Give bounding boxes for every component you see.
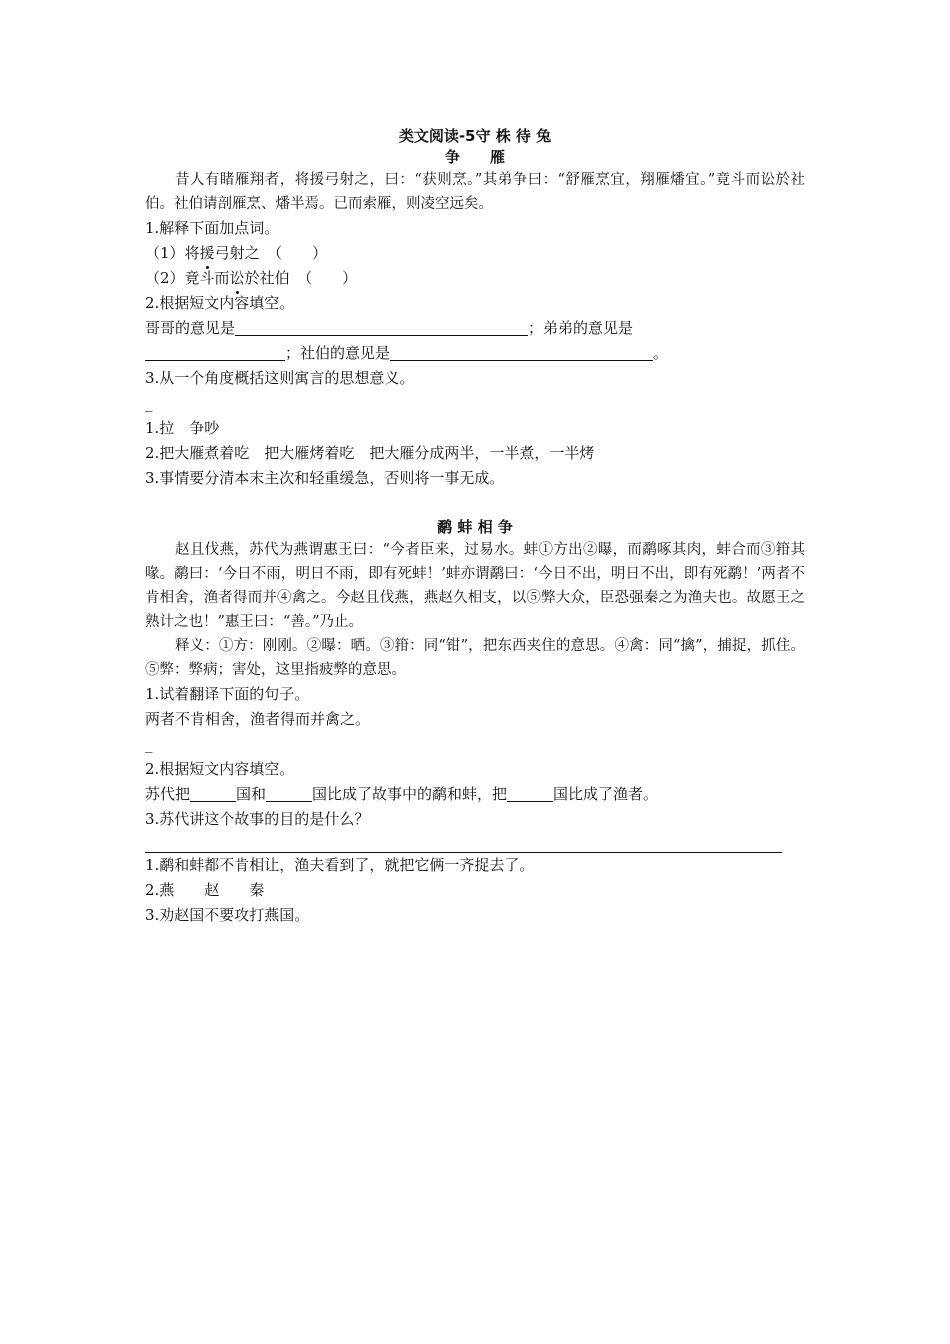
section2-answer-2: 2.燕 赵 秦 bbox=[145, 881, 265, 899]
section2-q1-sentence: 两者不肯相舍，渔者得而并禽之。 bbox=[145, 710, 371, 728]
q2-fisher-label: 国比成了渔者。 bbox=[553, 785, 659, 803]
section1-q1: 1.解释下面加点词。 bbox=[145, 219, 280, 237]
section1-answer-1: 1.拉 争吵 bbox=[145, 419, 220, 437]
section2-answer-1: 1.鹬和蚌都不肯相让，渔夫看到了，就把它俩一齐捉去了。 bbox=[145, 856, 535, 874]
country-blank-3[interactable] bbox=[507, 785, 553, 802]
section1-passage: 昔人有睹雁翔者，将援弓射之，曰：“获则烹。”其弟争曰：“舒雁烹宜，翔雁燔宜。”竟斗而讼於社伯。社伯请剖雁烹、燔半焉。已而索雁，则凌空远矣。 bbox=[145, 172, 805, 212]
section1-answer-dash: _ bbox=[145, 394, 153, 412]
section2-q2: 2.根据短文内容填空。 bbox=[145, 760, 295, 778]
q1-1-dotted-word: 援 bbox=[200, 241, 215, 266]
q2-younger-label: ；弟弟的意见是 bbox=[528, 319, 634, 337]
country-blank-2[interactable] bbox=[266, 785, 312, 802]
section2-notes: 释义：①方：刚刚。②曝：晒。③箝：同“钳”，把东西夹住的意思。④禽：同“擒”，捕捉，抓住。⑤弊：弊病；害处，这里指疲弊的意思。 bbox=[145, 638, 805, 678]
q2-end: 。 bbox=[653, 344, 669, 362]
section2-answer-3: 3.劝赵国不要攻打燕国。 bbox=[145, 906, 310, 924]
section1-q1-2 bbox=[145, 266, 805, 291]
section1-answer-2: 2.把大雁煮着吃 把大雁烤着吃 把大雁分成两半，一半煮，一半烤 bbox=[145, 444, 595, 462]
q1-2-dotted-word: 讼 bbox=[230, 266, 245, 291]
younger-opinion-blank[interactable] bbox=[145, 344, 285, 361]
section2-q3: 3.苏代讲这个故事的目的是什么？ bbox=[145, 810, 370, 828]
section-gap bbox=[145, 491, 805, 516]
section1-answer-3: 3.事情要分清本末主次和轻重缓急，否则将一事无成。 bbox=[145, 469, 505, 487]
section1-q1-1 bbox=[145, 241, 805, 266]
q2-suda-label: 苏代把 bbox=[145, 785, 191, 803]
section2-q1: 1.试着翻译下面的句子。 bbox=[145, 685, 310, 703]
section1-q2-line2 bbox=[145, 341, 805, 366]
section2-passage: 赵且伐燕，苏代为燕谓惠王曰：“今者臣来，过易水。蚌①方出②曝，而鹬啄其肉，蚌合而③箝其喙。鹬曰：‘今日不雨，明日不雨，即有死蚌！’蚌亦谓鹬曰：‘今日不出，明日不出，即有死鹬！’两者不肯相舍，渔者得而并④禽之。今赵且伐燕，燕赵久相支，以⑤弊大众，臣恐强秦之为渔夫也。故愿王之熟计之也！”惠王曰：“善。”乃止。 bbox=[145, 542, 805, 630]
section2-answer-dash: _ bbox=[145, 735, 153, 753]
sheboh-opinion-blank[interactable] bbox=[390, 344, 653, 361]
section2-title: 鹬 蚌 相 争 bbox=[437, 518, 513, 536]
section1-q3: 3.从一个角度概括这则寓言的思想意义。 bbox=[145, 369, 415, 387]
q2-and-label: 国和 bbox=[236, 785, 267, 803]
doc-title: 类文阅读-5守 株 待 兔 bbox=[398, 127, 552, 145]
section1-q2-line1 bbox=[145, 316, 805, 341]
worksheet-page bbox=[145, 126, 805, 928]
q2-sheboh-label: ；社伯的意见是 bbox=[285, 344, 391, 362]
section1-title: 争 雁 bbox=[444, 148, 505, 166]
section1-q2: 2.根据短文内容填空。 bbox=[145, 294, 295, 312]
section2-q3-answer-line[interactable] bbox=[145, 832, 782, 853]
country-blank-1[interactable] bbox=[190, 785, 236, 802]
q1-1-prefix: （1）将 bbox=[145, 244, 200, 262]
q2-brother-label: 哥哥的意见是 bbox=[145, 319, 236, 337]
q1-2-suffix: 於社伯 （ ） bbox=[244, 269, 358, 287]
q1-1-suffix: 弓射之 （ ） bbox=[214, 244, 328, 262]
brother-opinion-blank[interactable] bbox=[235, 319, 528, 336]
q1-2-prefix: （2）竟斗而 bbox=[145, 269, 230, 287]
section2-q2-line bbox=[145, 782, 805, 807]
q2-compare-label: 国比成了故事中的鹬和蚌，把 bbox=[312, 785, 508, 803]
